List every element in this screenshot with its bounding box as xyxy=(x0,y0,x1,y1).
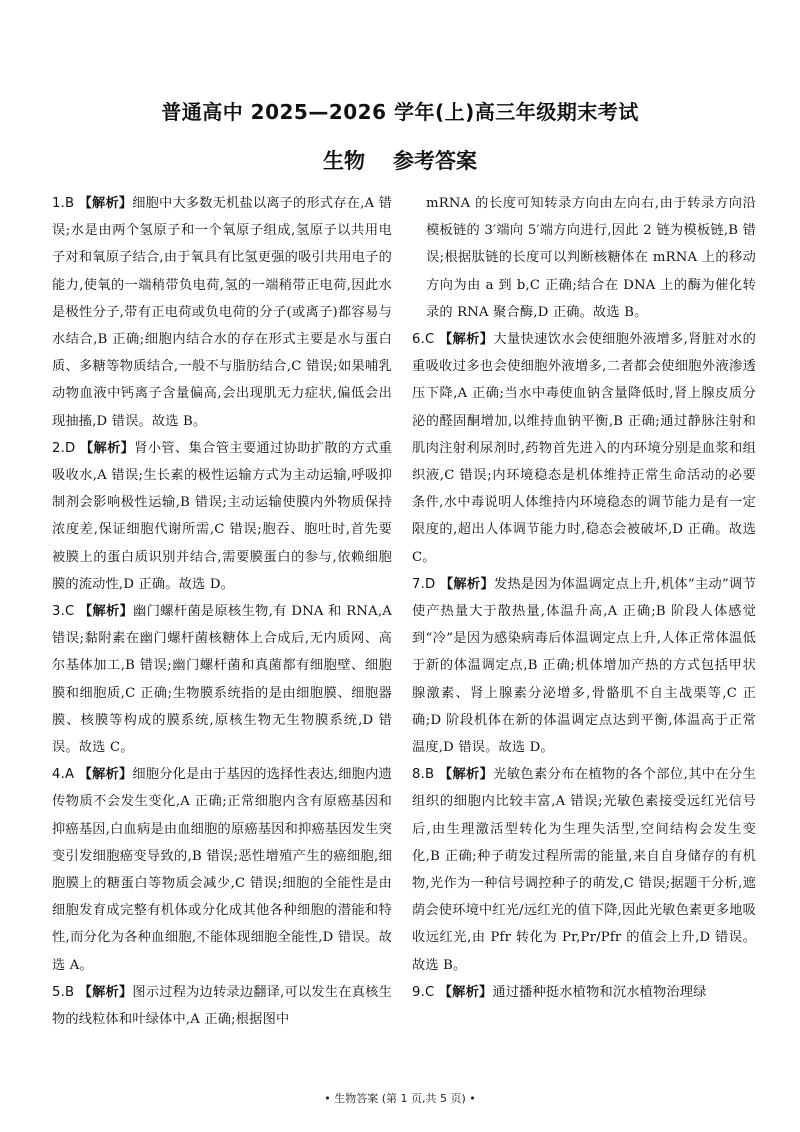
answer-item xyxy=(52,435,392,598)
analysis-tag: 【解析】 xyxy=(438,984,493,1000)
answer-text: 肾小管、集合管主要通过协助扩散的方式重吸收水,A 错误;生长素的极性运输方式为主动运输,呼吸抑制剂会影响极性运输,B 错误;主动运输使膜内外物质保持浓度差,保证细胞代谢所需,C 错误;胞吞、胞吐时,首先要被膜上的蛋白质识别并结合,需要膜蛋白的参与,依赖细胞膜的流动性,D 正确。故选 D。 xyxy=(52,440,392,592)
answer-text: mRNA 的长度可知转录方向由左向右,由于转录方向沿模板链的 3′端向 5′端方向进行,因此 2 链为模板链,B 错误;根据肽链的长度可以判断核糖体在 mRNA 上的移动方向为由 a 到 b,C 正确;结合在 DNA 上的酶为催化转录的 RNA 聚合酶,D 正确。故选 B。 xyxy=(426,196,756,320)
answer-item xyxy=(412,979,756,1006)
analysis-tag: 【解析】 xyxy=(78,767,133,783)
left-column xyxy=(52,190,392,1033)
answer-text: 发热是因为体温调定点上升,机体“主动”调节使产热量大于散热量,体温升高,A 正确;B 阶段人体感觉到“冷”是因为感染病毒后体温调定点上升,人体正常体温低于新的体温调定点,B 正确;机体增加产热的方式包括甲状腺激素、肾上腺素分泌增多,骨骼肌不自主战栗等,C 正确;D 阶段机体在新的体温调定点达到平衡,体温高于正常温度,D 错误。故选 D。 xyxy=(412,576,756,756)
answer-number: 6.C xyxy=(412,332,435,348)
right-column xyxy=(412,190,756,1006)
answer-number: 2.D xyxy=(52,440,76,456)
answer-item xyxy=(52,598,392,761)
page-title: 普通高中 2025—2026 学年(上)高三年级期末考试 xyxy=(161,100,639,124)
answer-text: 细胞中大多数无机盐以离子的形式存在,A 错误;水是由两个氢原子和一个氧原子组成,氢原子以共用电子对和氧原子结合,由于氧具有比氢更强的吸引共用电子的能力,使氧的一端稍带负电荷,氢的一端稍带正电荷,因此水是极性分子,带有正电荷或负电荷的分子(或离子)都容易与水结合,B 正确;细胞内结合水的存在形式主要是水与蛋白质、多糖等物质结合,一般不与脂肪结合,C 错误;如果哺乳动物血液中钙离子含量偏高,会出现肌无力症状,偏低会出现抽搐,D 错误。故选 B。 xyxy=(52,196,392,429)
page-footer: • 生物答案 (第 1 页,共 5 页) • xyxy=(324,1092,476,1105)
analysis-tag: 【解析】 xyxy=(78,196,133,211)
answer-item xyxy=(52,190,392,435)
answer-continuation xyxy=(412,190,756,326)
answer-item xyxy=(412,571,756,761)
answer-text: 光敏色素分布在植物的各个部位,其中在分生组织的细胞内比较丰富,A 错误;光敏色素接受远红光信号后,由生理激活型转化为生理失活型,空间结构会发生变化,B 正确;种子萌发过程所需的能量,来自自身储存的有机物,光作为一种信号调控种子的萌发,C 错误;据题干分析,遮荫会使环境中红光/远红光的值下降,因此光敏色素更多地吸收远红光,由 Pfr 转化为 Pr,Pr/Pfr 的值会上升,D 错误。故选 B。 xyxy=(412,767,756,973)
analysis-tag: 【解析】 xyxy=(78,984,133,1000)
answer-text: 大量快速饮水会使细胞外液增多,肾脏对水的重吸收过多也会使细胞外液增多,二者都会使细胞外液渗透压下降,A 正确;当水中毒使血钠含量降低时,肾上腺皮质分泌的醛固酮增加,以维持血钠平衡,B 正确;通过静脉注射和肌肉注射利尿剂时,药物首先进入的内环境分别是血浆和组织液,C 错误;内环境稳态是机体维持正常生命活动的必要条件,水中毒说明人体维持内环境稳态的调节能力是有一定限度的,超出人体调节能力时,稳态会被破坏,D 正确。故选 C。 xyxy=(412,332,756,565)
answer-text: 细胞分化是由于基因的选择性表达,细胞内遗传物质不会发生变化,A 正确;正常细胞内含有原癌基因和抑癌基因,白血病是由血细胞的原癌基因和抑癌基因发生突变引发细胞癌变导致的,B 错误;恶性增殖产生的癌细胞,细胞膜上的糖蛋白等物质会减少,C 错误;细胞的全能性是由细胞发育成完整有机体或分化成其他各种细胞的潜能和特性,而分化为各种血细胞,不能体现细胞全能性,D 错误。故选 A。 xyxy=(52,767,392,973)
answer-item xyxy=(52,979,392,1033)
analysis-tag: 【解析】 xyxy=(78,604,134,620)
answer-item xyxy=(52,761,392,979)
answer-number: 5.B xyxy=(52,984,75,1000)
answer-item xyxy=(412,326,756,571)
analysis-tag: 【解析】 xyxy=(79,440,135,456)
analysis-tag: 【解析】 xyxy=(439,576,494,592)
analysis-tag: 【解析】 xyxy=(439,332,494,348)
subtitle-label: 参考答案 xyxy=(393,149,477,173)
answer-number: 4.A xyxy=(52,767,75,783)
answer-text: 幽门螺杆菌是原核生物,有 DNA 和 RNA,A 错误;黏附素在幽门螺杆菌核糖体上合成后,无内质网、高尔基体加工,B 错误;幽门螺杆菌和真菌都有细胞壁、细胞膜和细胞质,C 正确;生物膜系统指的是由细胞膜、细胞器膜、核膜等构成的膜系统,原核生物无生物膜系统,D 错误。故选 C。 xyxy=(52,604,392,756)
answer-number: 7.D xyxy=(412,576,436,592)
answer-number: 8.B xyxy=(412,767,435,783)
answer-number: 1.B xyxy=(52,196,75,211)
answer-number: 9.C xyxy=(412,984,435,1000)
answer-number: 3.C xyxy=(52,604,75,620)
answer-text: 图示过程为边转录边翻译,可以发生在真核生物的线粒体和叶绿体中,A 正确;根据图中 xyxy=(52,984,392,1028)
subtitle-subject: 生物 xyxy=(323,149,365,173)
analysis-tag: 【解析】 xyxy=(438,767,494,783)
answer-text: 通过播种挺水植物和沉水植物治理绿 xyxy=(492,984,707,1000)
answer-item xyxy=(412,761,756,979)
page-subtitle xyxy=(0,145,800,175)
